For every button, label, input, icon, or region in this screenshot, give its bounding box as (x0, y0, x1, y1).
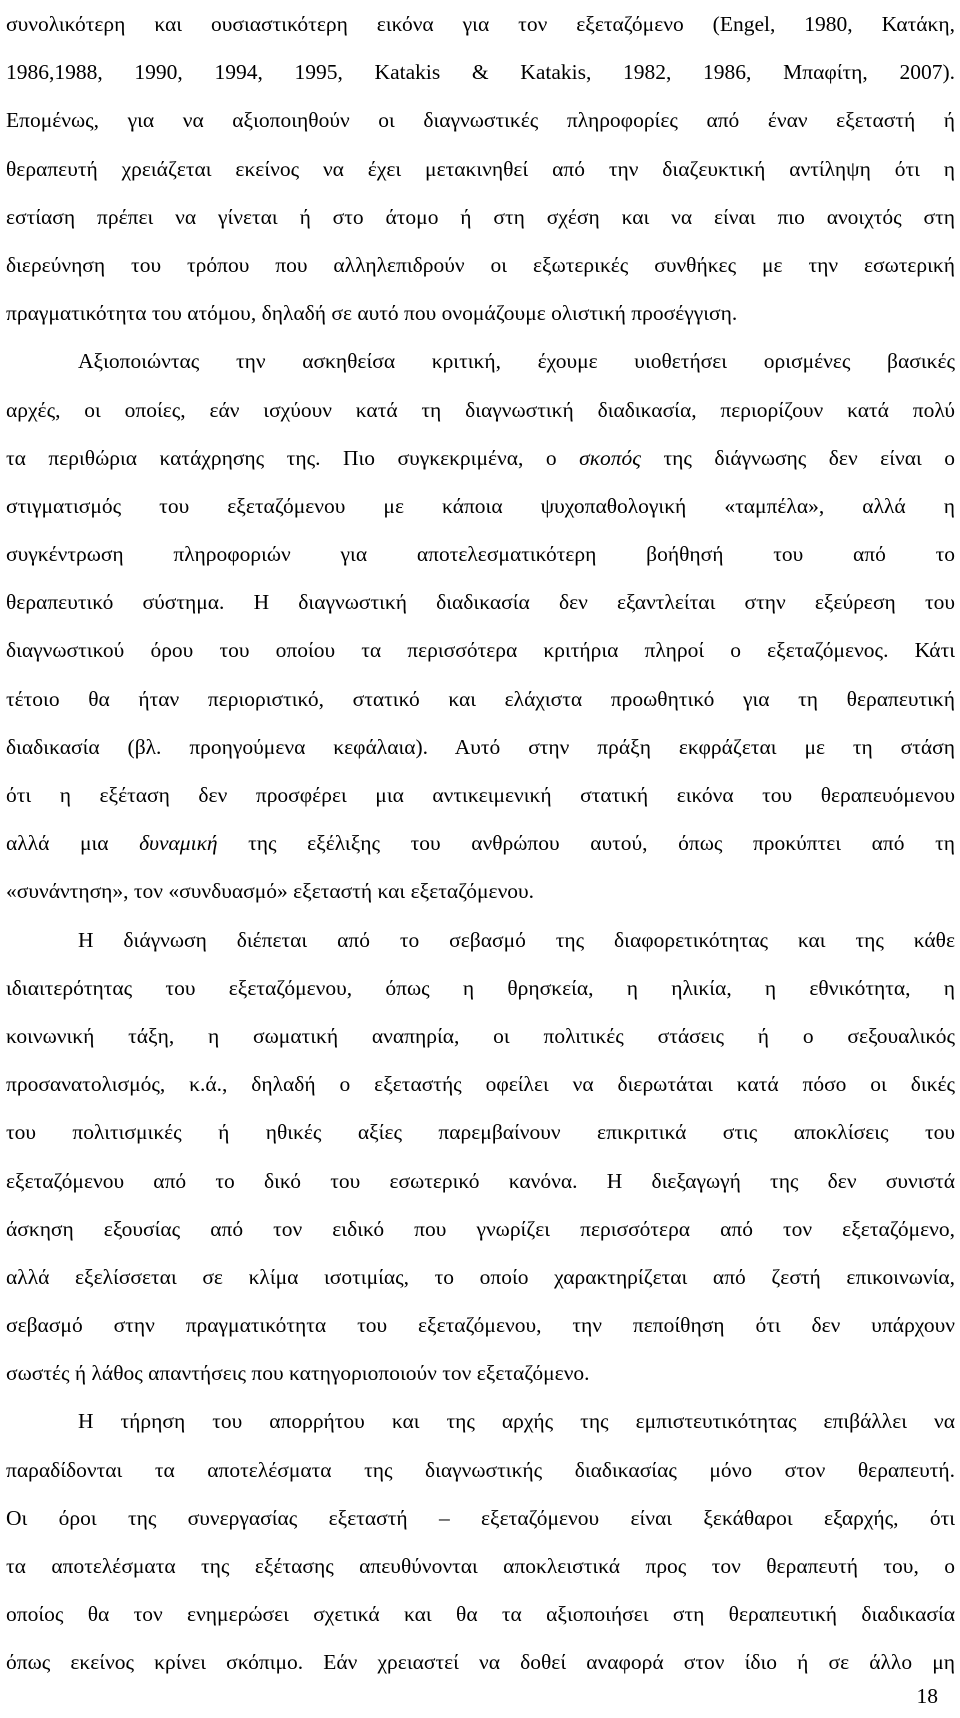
paragraph-first-line: Η τήρηση του απορρήτου και της αρχής της εμπιστευτικότητας επιβάλλει να (78, 1409, 955, 1434)
paragraph-first-line: Η διάγνωση διέπεται από το σεβασμό της διαφορετικότητας και της κάθε (78, 927, 955, 952)
text-line: τέτοιο θα ήταν περιοριστικό, στατικό και ελάχιστα προωθητικό για τη θεραπευτική (6, 686, 955, 711)
text-line: «συνάντηση», τον «συνδυασμό» εξεταστή και εξεταζόμενου. (6, 879, 535, 904)
body-text (6, 0, 955, 1687)
text-line: Οι όροι της συνεργασίας εξεταστή – εξεταζόμενου είναι ξεκάθαροι εξαρχής, ότι (6, 1505, 955, 1530)
text-line: άσκηση εξουσίας από τον ειδικό που γνωρίζει περισσότερα από τον εξεταζόμενο, (6, 1216, 955, 1241)
text-line: διαγνωστικού όρου του οποίου τα περισσότερα κριτήρια πληροί ο εξεταζόμενος. Κάτι (6, 638, 955, 663)
text-line: σεβασμό στην πραγματικότητα του εξεταζόμενου, την πεποίθηση ότι δεν υπάρχουν (6, 1313, 955, 1338)
text-line: διερεύνηση του τρόπου που αλληλεπιδρούν οι εξωτερικές συνθήκες με την εσωτερική (6, 252, 955, 277)
text-line: του πολιτισμικές ή ηθικές αξίες παρεμβαίνουν επικριτικά στις αποκλίσεις του (6, 1120, 955, 1145)
text-line: προσανατολισμός, κ.ά., δηλαδή ο εξεταστής οφείλει να διερωτάται κατά πόσο οι δικές (6, 1072, 955, 1097)
text-line: 1986,1988, 1990, 1994, 1995, Katakis & Katakis, 1982, 1986, Μπαφίτη, 2007). (6, 60, 955, 85)
text-line: αλλά εξελίσσεται σε κλίμα ισοτιμίας, το οποίο χαρακτηρίζεται από ζεστή επικοινωνία, (6, 1264, 955, 1289)
text-line: κοινωνική τάξη, η σωματική αναπηρία, οι πολιτικές στάσεις ή ο σεξουαλικός (6, 1023, 955, 1048)
text-line: διαδικασία (βλ. προηγούμενα κεφάλαια). Αυτό στην πράξη εκφράζεται με τη στάση (6, 734, 955, 759)
text-line: συγκέντρωση πληροφοριών για αποτελεσματικότερη βοήθησή του από το (6, 542, 955, 567)
paragraph-first-line: Αξιοποιώντας την ασκηθείσα κριτική, έχουμε υιοθετήσει ορισμένες βασικές (78, 349, 955, 374)
emphasized-word: δυναμική (139, 831, 218, 856)
text-line: οποίος θα τον ενημερώσει σχετικά και θα τα αξιοποιήσει στη θεραπευτική διαδικασία (6, 1602, 955, 1627)
emphasized-word: σκοπός (579, 445, 642, 470)
text-line: θεραπευτικό σύστημα. Η διαγνωστική διαδικασία δεν εξαντλείται στην εξεύρεση του (6, 590, 955, 615)
text-line: εστίαση πρέπει να γίνεται ή στο άτομο ή στη σχέση και να είναι πιο ανοιχτός στη (6, 204, 955, 229)
text-line: ιδιαιτερότητας του εξεταζόμενου, όπως η θρησκεία, η ηλικία, η εθνικότητα, η (6, 975, 955, 1000)
text-line: Επομένως, για να αξιοποιηθούν οι διαγνωστικές πληροφορίες από έναν εξεταστή ή (6, 108, 955, 133)
text-line: ότι η εξέταση δεν προσφέρει μια αντικειμενική στατική εικόνα του θεραπευόμενου (6, 783, 955, 807)
text-line: στιγματισμός του εξεταζόμενου με κάποια ψυχοπαθολογική «ταμπέλα», αλλά η (6, 493, 955, 518)
text-line: τα αποτελέσματα της εξέτασης απευθύνονται αποκλειστικά προς τον θεραπευτή του, ο (6, 1554, 955, 1578)
text-line: θεραπευτή χρειάζεται εκείνος να έχει μετακινηθεί από την διαζευκτική αντίληψη ότι η (6, 156, 955, 181)
text-line: εξεταζόμενου από το δικό του εσωτερικό κανόνα. Η διεξαγωγή της δεν συνιστά (6, 1168, 955, 1193)
text-line: όπως εκείνος κρίνει σκόπιμο. Εάν χρειαστεί να δοθεί αναφορά στον ίδιο ή σε άλλο μη (6, 1650, 955, 1675)
text-line: τα περιθώρια κατάχρησης της. Πιο συγκεκριμένα, ο σκοπός της διάγνωσης δεν είναι ο (6, 445, 955, 470)
text-line: πραγματικότητα του ατόμου, δηλαδή σε αυτό που ονομάζουμε ολιστική προσέγγιση. (6, 301, 738, 326)
page-number: 18 (916, 1684, 938, 1708)
text-line: αρχές, οι οποίες, εάν ισχύουν κατά τη διαγνωστική διαδικασία, περιορίζουν κατά πολύ (6, 397, 955, 422)
text-line: παραδίδονται τα αποτελέσματα της διαγνωστικής διαδικασίας μόνο στον θεραπευτή. (6, 1457, 955, 1482)
text-line: σωστές ή λάθος απαντήσεις που κατηγοριοποιούν τον εξεταζόμενο. (6, 1361, 590, 1386)
text-line: αλλά μια δυναμική της εξέλιξης του ανθρώπου αυτού, όπως προκύπτει από τη (6, 831, 955, 856)
text-line: συνολικότερη και ουσιαστικότερη εικόνα για τον εξεταζόμενο (Engel, 1980, Κατάκη, (6, 12, 955, 36)
